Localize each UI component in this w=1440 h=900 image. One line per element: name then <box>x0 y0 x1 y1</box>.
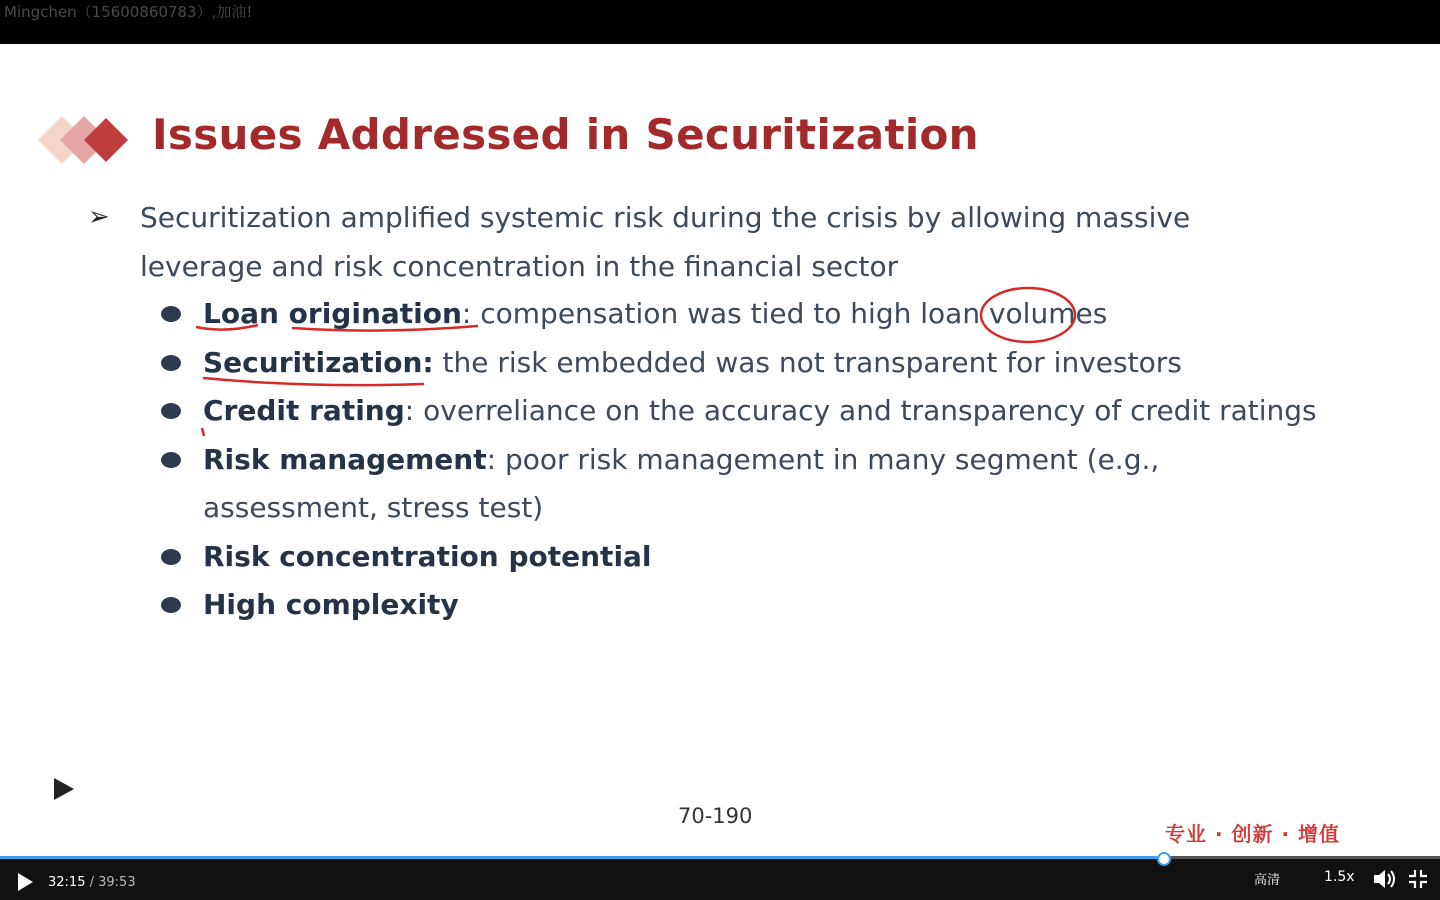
overlay-play-icon[interactable] <box>52 777 76 801</box>
progress-knob[interactable] <box>1157 852 1171 866</box>
bullet-term: Loan origination <box>203 297 462 330</box>
bullet-sep: : <box>486 442 497 476</box>
bullet-sep: : <box>404 394 415 427</box>
slide <box>0 44 1440 856</box>
progress-fill <box>0 856 1164 859</box>
slide-title: Issues Addressed in Securitization <box>152 110 979 159</box>
time-separator: / <box>85 875 99 890</box>
arrow-bullet-icon: ➢ <box>88 202 110 232</box>
watermark: Mingchen（15600860783）,加油! <box>4 3 253 21</box>
speed-button[interactable]: 1.5x <box>1324 869 1355 885</box>
bullet-dot <box>161 403 181 419</box>
bullet-text: compensation was tied to high loan volumes <box>471 297 1108 330</box>
bullet-item <box>160 339 1320 388</box>
bullet-text: poor risk management in many segment (e.g., assessment, stress test) <box>203 442 1160 524</box>
title-diamond-icon <box>36 114 140 166</box>
bullet-dot <box>161 452 181 468</box>
bullet-term: Risk management <box>203 442 487 476</box>
brand-slogan: 专业 · 创新 · 增值 <box>1165 822 1341 846</box>
fullscreen-exit-icon[interactable] <box>1408 869 1428 889</box>
current-time: 32:15 <box>48 875 86 890</box>
duration: 39:53 <box>98 875 136 890</box>
main-point: Securitization amplified systemic risk during the crisis by allowing massive leverage and risk concentration in the financial sector <box>140 201 1191 283</box>
bullet-sep: : <box>461 297 472 330</box>
volume-icon[interactable] <box>1373 868 1397 890</box>
bullet-text: overreliance on the accuracy and transparency of credit ratings <box>414 394 1317 427</box>
page-number: 70-190 <box>678 804 753 828</box>
bullet-term: Risk concentration potential <box>203 539 652 573</box>
bullet-dot <box>161 355 181 371</box>
bullet-item <box>160 533 1320 582</box>
progress-bar[interactable] <box>0 856 1440 859</box>
bullet-item <box>160 387 1320 436</box>
top-bar <box>0 0 1440 44</box>
bullet-item <box>160 581 1320 630</box>
bullet-dot <box>161 549 181 565</box>
bullet-text: the risk embedded was not transparent for investors <box>433 345 1182 379</box>
bullet-list <box>160 290 1320 630</box>
bullet-dot <box>161 306 181 322</box>
bullet-term: High complexity <box>203 588 459 621</box>
bullet-item <box>160 290 1320 339</box>
bullet-dot <box>161 597 181 613</box>
bullet-term: Credit rating <box>203 394 405 427</box>
play-icon[interactable] <box>16 872 34 892</box>
quality-button[interactable]: 高清 <box>1254 873 1281 888</box>
bullet-term: Securitization: <box>203 345 434 379</box>
bullet-item <box>160 436 1320 533</box>
player-controls <box>0 856 1440 900</box>
time-display <box>48 875 136 890</box>
